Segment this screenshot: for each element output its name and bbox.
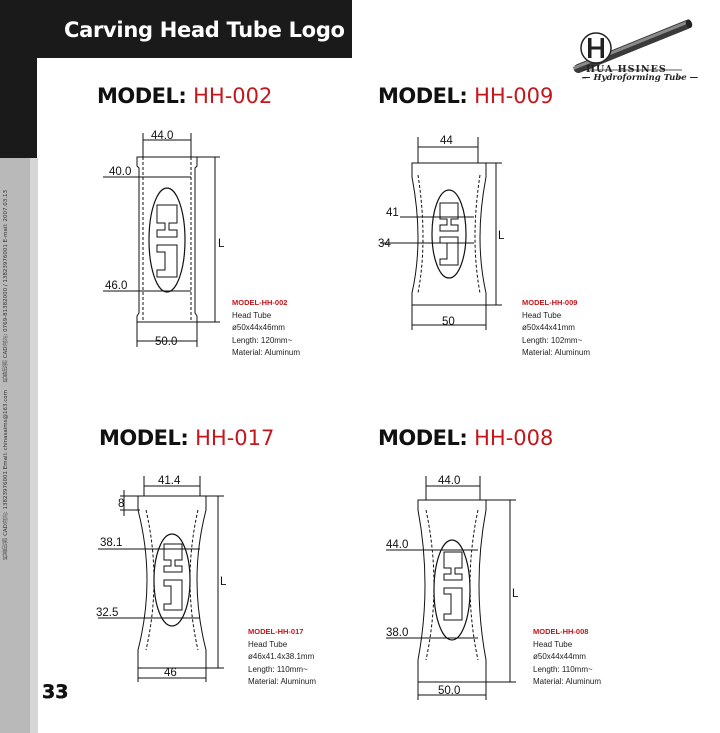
logo-tagline: — Hydroforming Tube — xyxy=(582,73,699,83)
spec-line: Material: Aluminum xyxy=(248,677,317,686)
spec-block-hh-009 xyxy=(522,297,590,360)
dim-top: 44.0 xyxy=(438,475,461,487)
model-heading-hh-002 xyxy=(97,84,272,108)
dim-bottom: 50 xyxy=(442,316,455,328)
dim-lower: 34 xyxy=(378,238,391,250)
page-title: Carving Head Tube Logo xyxy=(64,18,345,42)
spec-title: MODEL-HH-002 xyxy=(232,298,288,307)
dim-lower: 32.5 xyxy=(96,607,119,619)
dim-top: 41.4 xyxy=(158,475,181,487)
spec-line: Length: 110mm~ xyxy=(533,664,593,674)
spec-block-hh-002 xyxy=(232,297,300,360)
dim-top: 44 xyxy=(440,135,453,147)
model-code: HH-009 xyxy=(474,84,554,108)
model-label: MODEL: xyxy=(378,84,468,108)
dim-upper: 38.1 xyxy=(100,537,123,549)
dim-lower: 46.0 xyxy=(105,280,128,292)
spec-line: Head Tube xyxy=(522,310,562,320)
drawing-hh-002 xyxy=(95,125,235,355)
header-bar xyxy=(0,0,352,58)
spec-title: MODEL-HH-008 xyxy=(533,627,589,636)
spec-block-hh-017 xyxy=(248,626,316,689)
spec-title: MODEL-HH-017 xyxy=(248,627,304,636)
dim-lower: 38.0 xyxy=(386,627,409,639)
dim-length: L xyxy=(512,588,519,600)
model-code: HH-017 xyxy=(195,426,275,450)
spec-line: ø50x44x44mm xyxy=(533,652,586,661)
dim-length: L xyxy=(218,238,225,250)
spec-line: Length: 110mm~ xyxy=(248,664,308,674)
left-dark-block xyxy=(0,58,37,158)
spec-line: Head Tube xyxy=(533,639,573,649)
model-code: HH-008 xyxy=(474,426,554,450)
spec-line: Material: Aluminum xyxy=(522,348,591,357)
dim-length: L xyxy=(498,230,505,242)
model-code: HH-002 xyxy=(193,84,273,108)
drawing-hh-008 xyxy=(382,470,522,705)
spec-line: Head Tube xyxy=(232,310,272,320)
dim-bottom: 50.0 xyxy=(155,336,178,348)
dim-bottom: 50.0 xyxy=(438,685,461,697)
dim-upper: 41 xyxy=(386,207,399,219)
dim-bottom: 46 xyxy=(164,667,177,679)
model-heading-hh-017 xyxy=(99,426,274,450)
spec-title: MODEL-HH-009 xyxy=(522,298,578,307)
sidebar-text-top: 机器切割 CAD設計: 0769-81382000 / 13823976001 E-mail: 2007.03.13 xyxy=(3,190,9,383)
spec-line: ø46x41.4x38.1mm xyxy=(248,652,315,661)
page-number: 33 xyxy=(42,681,69,703)
left-sidebar-strip xyxy=(30,158,38,733)
spec-line: Material: Aluminum xyxy=(533,677,602,686)
dim-length: L xyxy=(220,576,227,588)
logo-company-name: HUA HSINES xyxy=(586,64,667,75)
model-heading-hh-008 xyxy=(378,426,553,450)
sidebar-text-bottom: 机器切割 CAD設計: 13823976001 Email: chinasaims@163.com xyxy=(3,390,9,560)
model-heading-hh-009 xyxy=(378,84,553,108)
spec-line: Length: 102mm~ xyxy=(522,335,583,345)
dim-side: 8 xyxy=(118,498,125,510)
model-label: MODEL: xyxy=(378,426,468,450)
logo-tagline-text: Hydroforming Tube xyxy=(593,73,687,83)
dim-upper: 40.0 xyxy=(109,166,132,178)
drawing-hh-009 xyxy=(370,125,510,335)
drawing-hh-017 xyxy=(92,470,232,685)
spec-line: ø50x44x46mm xyxy=(232,323,285,332)
model-label: MODEL: xyxy=(99,426,189,450)
spec-line: Length: 120mm~ xyxy=(232,335,293,345)
dim-upper: 44.0 xyxy=(386,539,409,551)
spec-line: ø50x44x41mm xyxy=(522,323,575,332)
spec-line: Head Tube xyxy=(248,639,288,649)
dim-top: 44.0 xyxy=(151,130,174,142)
spec-line: Material: Aluminum xyxy=(232,348,301,357)
spec-block-hh-008 xyxy=(533,626,601,689)
model-label: MODEL: xyxy=(97,84,187,108)
